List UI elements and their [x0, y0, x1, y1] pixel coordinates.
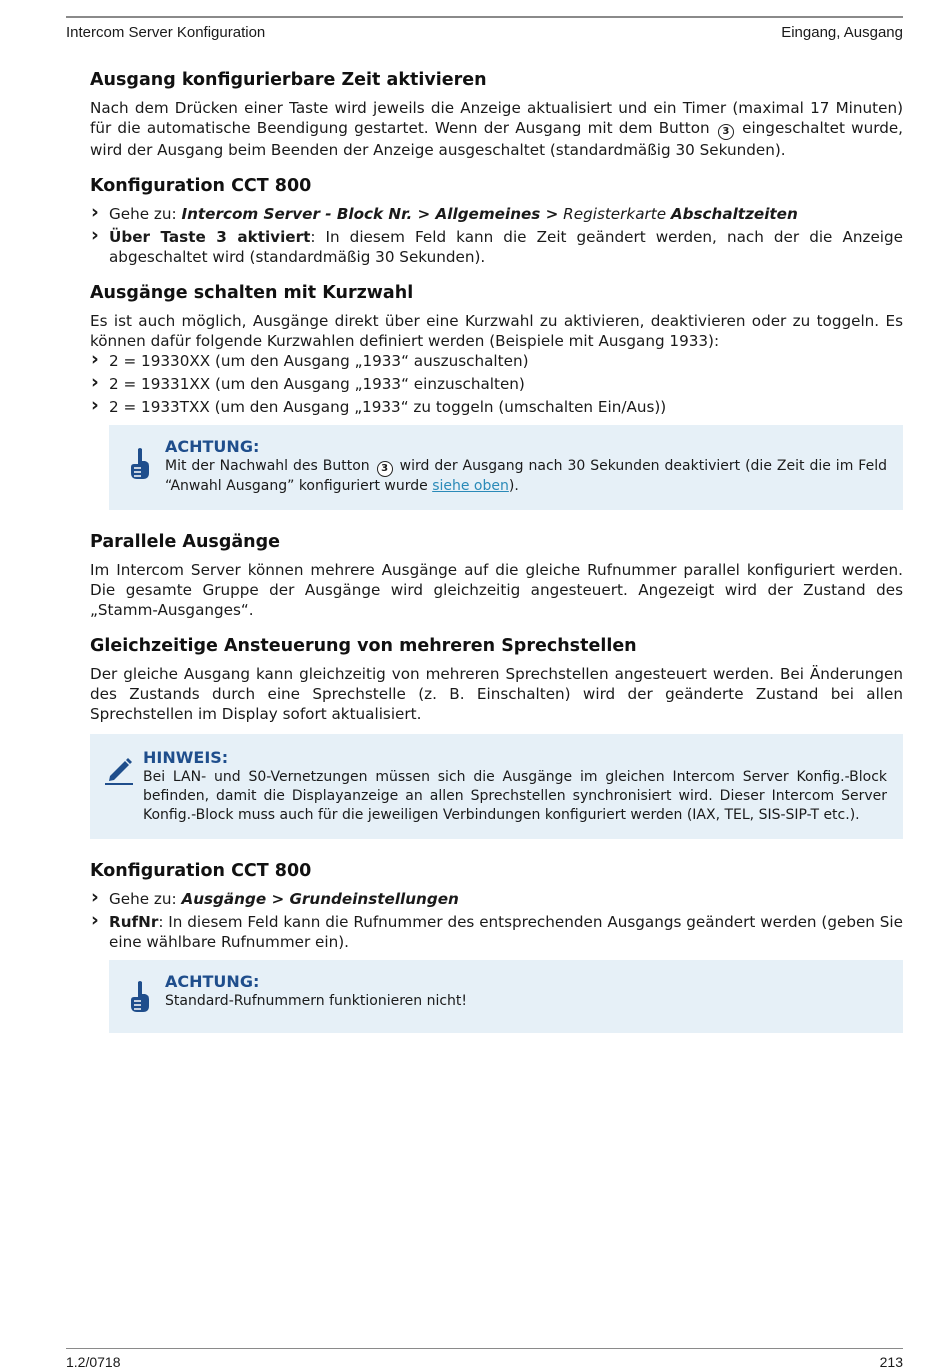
button-3-icon: 3: [377, 461, 393, 477]
note-text-part: ).: [508, 478, 519, 494]
hint-note: [90, 734, 903, 839]
list-item: [90, 912, 903, 952]
section-ausgang-zeit: [90, 68, 903, 160]
paragraph: Der gleiche Ausgang kann gleichzeitig von mehreren Sprechstellen angesteuert werden. Bei Änderungen des Zustands durch eine Sprechstelle (z. B. Einschalten) wird der geänderte Zustand bei allen Sprechstellen im Display sofort aktualisiert.: [90, 665, 903, 723]
field-term: Über Taste 3 aktiviert: [109, 228, 311, 246]
header-rule: [66, 16, 903, 18]
list-item: [90, 204, 903, 224]
note-text-part: Mit der Nachwahl des Button: [165, 458, 370, 474]
paragraph: Es ist auch möglich, Ausgänge direkt über eine Kurzwahl zu aktivieren, deaktivieren oder zu toggeln. Es können dafür folgende Kurzwahlen definiert werden (Beispiele mit Ausgang 1933):: [90, 312, 903, 350]
footer-rule: [66, 1348, 903, 1349]
warning-note: [109, 425, 903, 510]
note-text-part: wird der Ausgang nach 30 Sekunden deaktiviert (die Zeit die im Feld “Anwahl Ausgang” konfiguriert wurde: [165, 458, 887, 494]
section-title: Parallele Ausgänge: [90, 532, 281, 552]
section-konfiguration-2: [90, 859, 903, 1033]
footer-version: 1.2/0718: [66, 1354, 121, 1370]
header-right: Eingang, Ausgang: [781, 24, 903, 41]
section-sprechstellen: [90, 634, 903, 839]
list-item: › 2 = 19331XX (um den Ausgang „1933“ einzuschalten): [90, 374, 903, 394]
note-text: Bei LAN- und S0-Vernetzungen müssen sich die Ausgänge im gleichen Intercom Server Konfig.-Block befinden, damit die Displayanzeige an allen Sprechstellen synchronisiert wird. Dieser Intercom Server Konfig.-Block muss auch für die jeweiligen Verbindungen konfiguriert werden (IAX, TEL, SIS-SIP-T etc.).: [143, 769, 887, 823]
note-title: ACHTUNG:: [165, 437, 260, 456]
item-text: : In diesem Feld kann die Zeit geändert werden, nach der die Anzeige abgeschaltet wird (standardmäßig 30 Sekunden).: [109, 228, 903, 266]
item-text: : In diesem Feld kann die Rufnummer des entsprechenden Ausgangs geändert werden (geben Sie eine wählbare Rufnummer ein).: [109, 913, 903, 951]
header-left: Intercom Server Konfiguration: [66, 24, 266, 41]
section-kurzwahl: [90, 281, 903, 510]
bullet-list: [90, 204, 903, 267]
list-item: › 2 = 19330XX (um den Ausgang „1933“ auszuschalten): [90, 351, 903, 371]
bullet-list: [90, 889, 903, 952]
item-text: Registerkarte: [558, 205, 671, 223]
list-item: [90, 227, 903, 267]
note-title: ACHTUNG:: [165, 972, 260, 991]
list-item: › 2 = 1933TXX (um den Ausgang „1933“ zu toggeln (umschalten Ein/Aus)): [90, 397, 903, 417]
item-prefix: Gehe zu:: [109, 890, 182, 908]
note-text: [165, 457, 887, 496]
paragraph: [90, 98, 903, 160]
section-konfiguration-1: [90, 174, 903, 267]
section-parallele-ausgaenge: [90, 530, 903, 620]
paragraph-text: eingeschaltet wurde, wird der Ausgang beim Beenden der Anzeige ausgeschaltet (standardmäßig 30 Sekunden).: [90, 119, 904, 159]
item-prefix: Gehe zu:: [109, 205, 182, 223]
paragraph: Im Intercom Server können mehrere Ausgänge auf die gleiche Rufnummer parallel konfiguriert werden. Die gesamte Gruppe der Ausgänge wird gleichzeitig angesteuert. Angezeigt wird der Zustand des „Stamm-Ausganges“.: [90, 561, 903, 619]
note-text: Standard-Rufnummern funktionieren nicht!: [165, 993, 468, 1009]
note-title: HINWEIS:: [143, 748, 229, 767]
menu-path: Ausgänge > Grundeinstellungen: [181, 890, 459, 908]
section-title: Konfiguration CCT 800: [90, 176, 312, 196]
list-item: [90, 889, 903, 909]
paragraph-text: Nach dem Drücken einer Taste wird jeweils die Anzeige aktualisiert und ein Timer (maximal 17 Minuten) für die automatische Beendigung gestartet. Wenn der Ausgang mit dem Button: [90, 99, 903, 137]
field-term: RufNr: [109, 913, 159, 931]
section-title: Konfiguration CCT 800: [90, 861, 312, 881]
pointing-hand-icon: [129, 980, 151, 1018]
page-number: 213: [879, 1354, 903, 1370]
section-title: Ausgänge schalten mit Kurzwahl: [90, 283, 414, 303]
bullet-list: [90, 351, 903, 417]
warning-note: [109, 960, 903, 1033]
button-3-icon: 3: [718, 124, 734, 140]
section-title: Gleichzeitige Ansteuerung von mehreren Sprechstellen: [90, 636, 637, 656]
tab-name: Abschaltzeiten: [670, 205, 798, 223]
pencil-icon: [104, 754, 134, 790]
section-title: Ausgang konfigurierbare Zeit aktivieren: [90, 70, 487, 90]
menu-path: Intercom Server - Block Nr. > Allgemeines >: [181, 205, 559, 223]
page-content: [90, 68, 903, 1053]
see-above-link[interactable]: siehe oben: [432, 478, 509, 494]
pointing-hand-icon: [129, 447, 151, 485]
